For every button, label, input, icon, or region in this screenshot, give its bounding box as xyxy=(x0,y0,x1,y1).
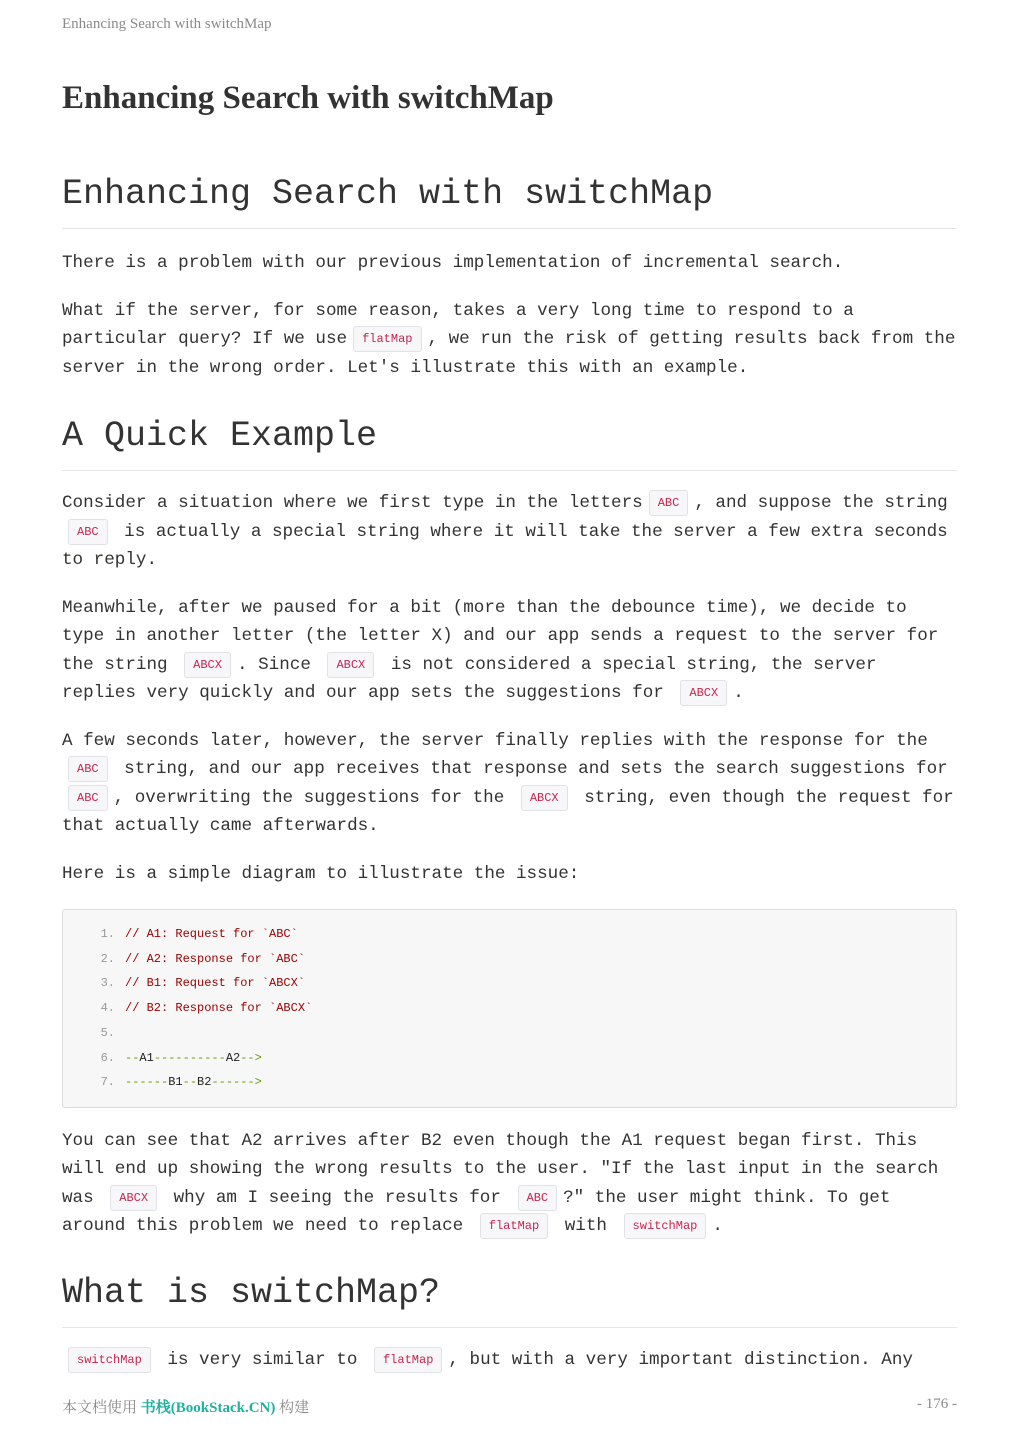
inline-code: ABC xyxy=(68,785,108,811)
code-line: 2. // A2: Response for `ABC` xyxy=(100,951,306,966)
paragraph: You can see that A2 arrives after B2 even though the A1 request began first. This will end up showing the wrong results to the user. "If the last input in the search was ABCX why am I seeing the results for ABC ?" the user might think. To get around this problem we need to replace flatMap with switchMap . xyxy=(62,1127,957,1241)
code-line: 1. // A1: Request for `ABC` xyxy=(100,927,298,941)
inline-code: ABCX xyxy=(110,1185,157,1211)
code-line: 7. ------ B1 -- B2 ------> xyxy=(100,1075,262,1090)
section-heading-quick-example: A Quick Example xyxy=(62,410,957,471)
inline-code: ABCX xyxy=(680,680,727,706)
inline-code: flatMap xyxy=(480,1213,548,1239)
inline-code: ABC xyxy=(68,756,108,782)
running-header: Enhancing Search with switchMap xyxy=(62,16,272,32)
section-heading-enhancing-search: Enhancing Search with switchMap xyxy=(62,168,957,229)
inline-code: flatMap xyxy=(353,326,421,352)
paragraph: What if the server, for some reason, takes a very long time to respond to a particular query? If we use flatMap , we run the risk of getting results back from the server in the wrong order. Let's illustrate this with an example. xyxy=(62,300,956,378)
footer-credit: 本文档使用 书栈(BookStack.CN) 构建 xyxy=(62,1400,310,1416)
inline-code: ABCX xyxy=(521,785,568,811)
inline-code: ABC xyxy=(68,519,108,545)
section-heading-what-is-switchmap: What is switchMap? xyxy=(62,1267,957,1328)
paragraph: Here is a simple diagram to illustrate the issue: xyxy=(62,863,580,884)
inline-code: ABC xyxy=(518,1185,558,1211)
paragraph: switchMap is very similar to flatMap , but with a very important distinction. Any xyxy=(62,1346,957,1375)
paragraph: A few seconds later, however, the server finally replies with the response for the ABC string, and our app receives that response and sets the search suggestions for ABC , overwriting the suggestions for the ABCX string, even though the request for that actually came afterwards. xyxy=(62,730,954,836)
code-line: 3. // B1: Request for `ABCX` xyxy=(100,976,306,991)
code-line: 4. // B2: Response for `ABCX` xyxy=(100,1001,313,1016)
inline-code: ABCX xyxy=(327,652,374,678)
bookstack-link[interactable]: 书栈(BookStack.CN) xyxy=(140,1400,276,1416)
code-line: 5. xyxy=(100,1025,115,1040)
inline-code: switchMap xyxy=(624,1213,707,1239)
code-line: 6. -- A1 ---------- A2 --> xyxy=(100,1050,262,1065)
inline-code: ABCX xyxy=(184,652,231,678)
page-number: - 176 - xyxy=(917,1396,957,1412)
inline-code: switchMap xyxy=(68,1347,151,1373)
document-title: Enhancing Search with switchMap xyxy=(62,80,554,116)
inline-code: ABC xyxy=(649,490,689,516)
paragraph: Consider a situation where we first type in the letters ABC , and suppose the string ABC is actually a special string where it will take the server a few extra seconds to reply. xyxy=(62,489,957,575)
paragraph: Meanwhile, after we paused for a bit (more than the debounce time), we decide to type in another letter (the letter X) and our app sends a request to the server for the string ABCX . Since ABCX is not considered a special string, the server replies very quickly and our app sets the suggestions for ABCX . xyxy=(62,594,957,708)
code-block xyxy=(62,909,957,1108)
page-footer xyxy=(62,1396,957,1417)
inline-code: flatMap xyxy=(374,1347,442,1373)
paragraph: There is a problem with our previous implementation of incremental search. xyxy=(62,253,844,273)
article-content xyxy=(62,168,957,1374)
